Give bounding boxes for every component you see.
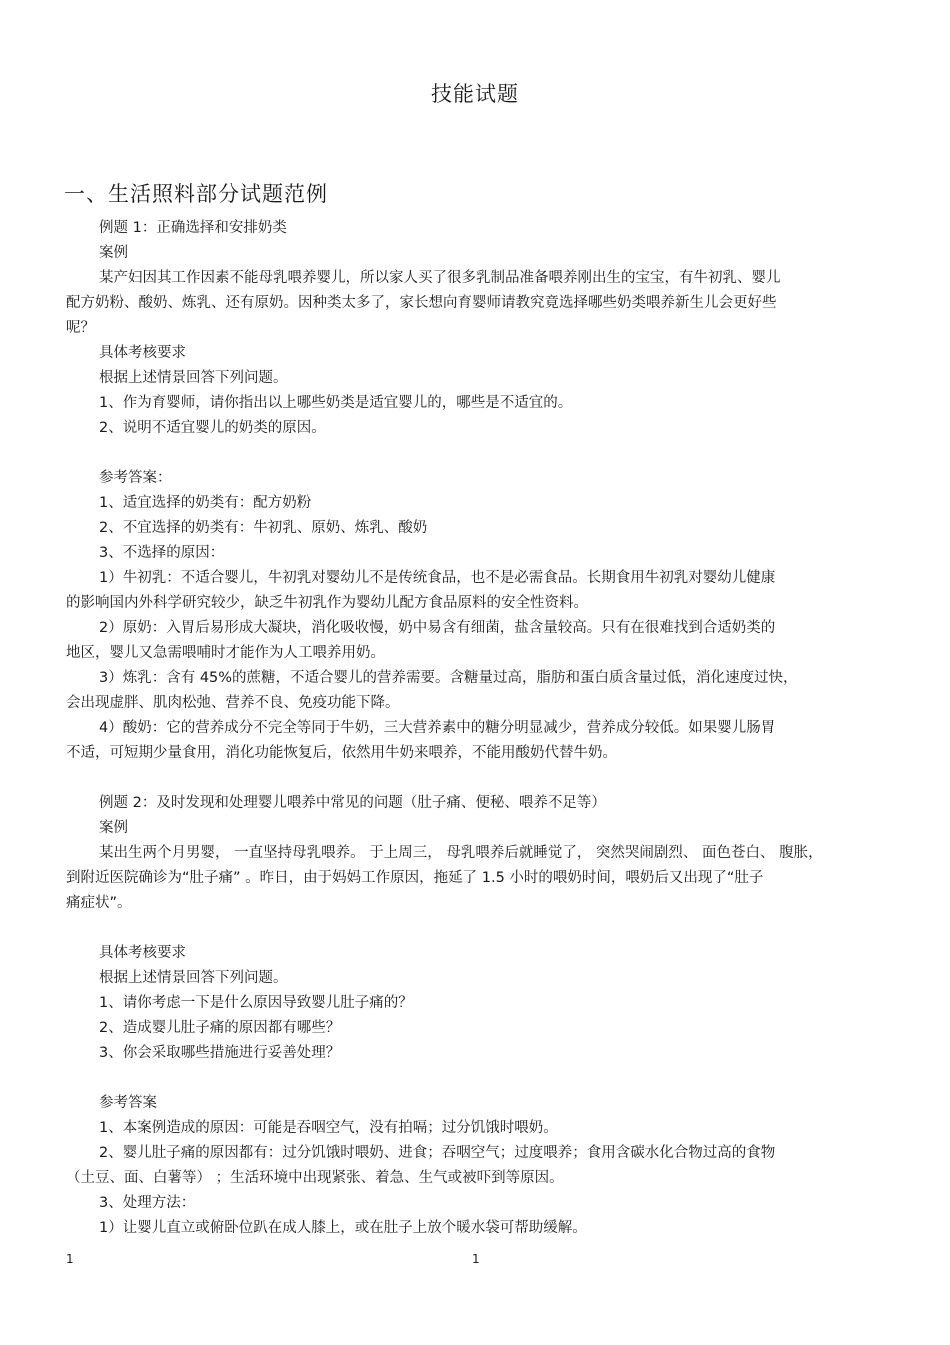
text-line: 具体考核要求 bbox=[99, 945, 186, 961]
blank-line bbox=[66, 916, 896, 941]
text-line: 的影响国内外科学研究较少，缺乏牛初乳作为婴幼儿配方食品原料的安全性资料。 bbox=[66, 595, 588, 611]
text-line: 1、本案例造成的原因：可能是吞咽空气，没有拍嗝；过分饥饿时喂奶。 bbox=[99, 1120, 558, 1136]
blank-line bbox=[66, 766, 896, 791]
text-line: 呢？ bbox=[66, 320, 95, 336]
text-line: 1、适宜选择的奶类有：配方奶粉 bbox=[99, 495, 312, 511]
section-heading: 一、生活照料部分试题范例 bbox=[64, 182, 328, 206]
footer-page-number-center: 1 bbox=[472, 1252, 480, 1266]
text-line: 1、请你考虑一下是什么原因导致婴儿肚子痛的？ bbox=[99, 995, 413, 1011]
text-line: 3、不选择的原因： bbox=[99, 545, 225, 561]
text-line: 2、婴儿肚子痛的原因都有：过分饥饿时喂奶、进食；吞咽空气；过度喂养；食用含碳水化合物过高的食物 bbox=[99, 1145, 776, 1161]
text-line: 1、作为育婴师，请你指出以上哪些奶类是适宜婴儿的，哪些是不适宜的。 bbox=[99, 395, 573, 411]
text-line: 例题 1：正确选择和安排奶类 bbox=[99, 220, 287, 236]
text-line: 2、不宜选择的奶类有：牛初乳、原奶、炼乳、酸奶 bbox=[99, 520, 428, 536]
text-line: 2、造成婴儿肚子痛的原因都有哪些？ bbox=[99, 1020, 341, 1036]
footer-page-number-left: 1 bbox=[66, 1252, 74, 1266]
text-line: 1）牛初乳：不适合婴儿，牛初乳对婴幼儿不是传统食品，也不是必需食品。长期食用牛初乳对婴幼儿健康 bbox=[99, 570, 776, 586]
blank-line bbox=[66, 441, 896, 466]
text-line: 到附近医院确诊为“肚子痛” 。昨日，由于妈妈工作原因，拖延了 1.5 小时的喂奶时间，喂奶后又出现了“肚子 bbox=[66, 870, 764, 886]
text-line: 配方奶粉、酸奶、炼乳、还有原奶。因种类太多了，家长想向育婴师请教究竟选择哪些奶类喂养新生儿会更好些 bbox=[66, 295, 777, 311]
text-line: 某出生两个月男婴， 一直坚持母乳喂养。 于上周三， 母乳喂养后就睡觉了， 突然哭闹剧烈、 面色苍白、 腹胀， bbox=[99, 845, 823, 861]
text-line: 案例 bbox=[99, 245, 128, 261]
text-line: 2、说明不适宜婴儿的奶类的原因。 bbox=[99, 420, 326, 436]
text-line: 2）原奶：入胃后易形成大凝块，消化吸收慢，奶中易含有细菌，盐含量较高。只有在很难找到合适奶类的 bbox=[99, 620, 776, 636]
text-line: 3、你会采取哪些措施进行妥善处理？ bbox=[99, 1045, 341, 1061]
text-line: 3）炼乳：含有 45%的蔗糖，不适合婴儿的营养需要。含糖量过高，脂肪和蛋白质含量过低，消化速度过快， bbox=[99, 670, 798, 686]
text-line: 例题 2：及时发现和处理婴儿喂养中常见的问题（肚子痛、便秘、喂养不足等） bbox=[99, 795, 606, 811]
text-line: 3、处理方法： bbox=[99, 1195, 196, 1211]
text-line: 痛症状”。 bbox=[66, 895, 132, 911]
text-line: 会出现虚胖、肌肉松弛、营养不良、免疫功能下降。 bbox=[66, 695, 400, 711]
text-line: 不适，可短期少量食用，消化功能恢复后，依然用牛奶来喂养，不能用酸奶代替牛奶。 bbox=[66, 745, 617, 761]
page-title: 技能试题 bbox=[431, 82, 519, 106]
text-line: 根据上述情景回答下列问题。 bbox=[99, 370, 288, 386]
text-line: 具体考核要求 bbox=[99, 345, 186, 361]
text-line: 1）让婴儿直立或俯卧位趴在成人膝上，或在肚子上放个暖水袋可帮助缓解。 bbox=[99, 1220, 587, 1236]
text-line: 某产妇因其工作因素不能母乳喂养婴儿，所以家人买了很多乳制品准备喂养刚出生的宝宝，有牛初乳、婴儿 bbox=[99, 270, 781, 286]
text-line: （土豆、面、白薯等） ；生活环境中出现紧张、着急、生气或被吓到等原因。 bbox=[66, 1170, 564, 1186]
text-line: 案例 bbox=[99, 820, 128, 836]
document-body bbox=[66, 216, 896, 1241]
text-line: 4）酸奶：它的营养成分不完全等同于牛奶，三大营养素中的糖分明显减少，营养成分较低。如果婴儿肠胃 bbox=[99, 720, 776, 736]
blank-line bbox=[66, 1066, 896, 1091]
text-line: 根据上述情景回答下列问题。 bbox=[99, 970, 288, 986]
text-line: 参考答案： bbox=[99, 470, 172, 486]
text-line: 地区，婴儿又急需喂哺时才能作为人工喂养用奶。 bbox=[66, 645, 385, 661]
text-line: 参考答案 bbox=[99, 1095, 157, 1111]
